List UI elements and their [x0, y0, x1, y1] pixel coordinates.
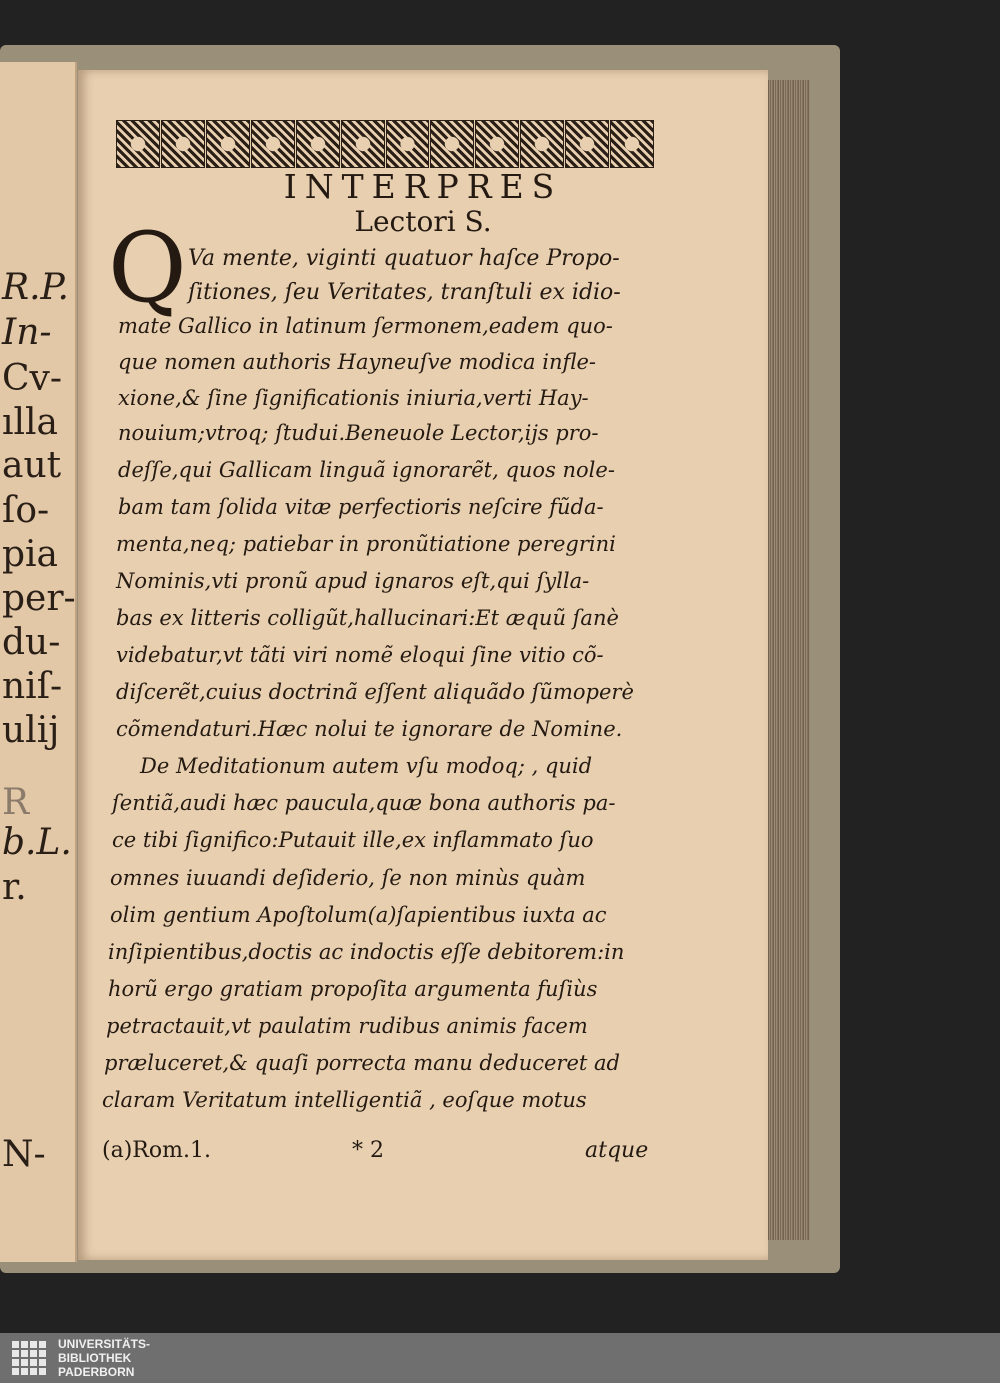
- text-line: nouium;vtroq; ſtudui.Beneuole Lector,ijs pro-: [118, 421, 599, 445]
- left-page: [0, 62, 77, 1262]
- text-line: De Meditationum autem vſu modoq; , quid: [140, 754, 593, 778]
- text-line: olim gentium Apoſtolum(a)ſapientibus iuxta ac: [110, 903, 607, 927]
- text-line: Nominis,vti pronũ apud ignaros eſt,qui ſylla-: [116, 569, 590, 593]
- left-page-line: niſ-: [2, 666, 63, 707]
- left-page-line: R.P.: [2, 267, 69, 308]
- text-line: cõmendaturi.Hæc nolui te ignorare de Nomine.: [116, 717, 623, 741]
- text-line: xione,& ſine ſignificationis iniuria,verti Hay-: [118, 386, 589, 410]
- text-line: deſſe,qui Gallicam linguã ignorarẽt, quos nole-: [118, 458, 615, 482]
- text-line: horũ ergo gratiam propoſita argumenta fuſiùs: [108, 977, 598, 1001]
- text-line: menta,neq; patiebar in pronũtiatione peregrini: [116, 532, 616, 556]
- text-line: mate Gallico in latinum ſermonem,eadem quo-: [118, 314, 613, 338]
- ornament-tile: [296, 120, 340, 168]
- library-name: [58, 1337, 150, 1379]
- library-name-line: BIBLIOTHEK: [58, 1351, 132, 1365]
- ornament-tile: [341, 120, 385, 168]
- library-footer-bar: [0, 1333, 1000, 1383]
- left-page-line: per-: [2, 578, 76, 619]
- left-page-line: ılla: [2, 402, 59, 443]
- ornamental-border: [116, 120, 654, 166]
- text-line: bas ex litteris colligũt,hallucinari:Et æquũ ſanè: [116, 606, 619, 630]
- left-page-line: ulij: [2, 710, 60, 751]
- text-line: omnes iuuandi deſiderio, ſe non minùs quàm: [110, 866, 586, 890]
- left-page-line: du-: [2, 622, 61, 663]
- text-line: diſcerẽt,cuius doctrinã eſſent aliquãdo ſũmoperè: [116, 680, 634, 704]
- ornament-tile: [251, 120, 295, 168]
- library-logo-icon: [12, 1341, 46, 1375]
- left-page-line: N-: [2, 1134, 46, 1175]
- text-line: claram Veritatum intelligentiã , eoſque motus: [102, 1088, 587, 1112]
- left-page-line: pia: [2, 534, 59, 575]
- page-title: INTERPRES: [283, 167, 563, 206]
- text-line: videbatur,vt tãti viri nomẽ eloqui ſine vitio cõ-: [116, 643, 604, 667]
- text-line: petractauit,vt paulatim rudibus animis facem: [106, 1014, 588, 1038]
- ornament-tile: [161, 120, 205, 168]
- signature-mark: * 2: [352, 1138, 384, 1163]
- text-line: ce tibi ſignifico:Putauit ille,ex inflammato ſuo: [112, 828, 594, 852]
- catchword: atque: [585, 1138, 649, 1163]
- ornament-tile: [565, 120, 609, 168]
- text-line: Va mente, viginti quatuor haſce Propo-: [188, 246, 620, 271]
- ornament-tile: [610, 120, 654, 168]
- ornament-tile: [520, 120, 564, 168]
- text-line: ſitiones, ſeu Veritates, tranſtuli ex idio-: [188, 280, 621, 305]
- left-page-line: In-: [2, 312, 52, 353]
- text-line: bam tam ſolida vitæ perfectioris neſcire fũda-: [118, 495, 604, 519]
- text-line: que nomen authoris Hayneuſve modica infle-: [118, 350, 596, 374]
- text-line: præluceret,& quaſi porrecta manu deduceret ad: [104, 1051, 620, 1075]
- library-name-line: UNIVERSITÄTS-: [58, 1337, 151, 1351]
- left-page-line: Cv-: [2, 358, 63, 399]
- left-page-line: ſo-: [2, 490, 50, 531]
- footnote-marker: (a)Rom.1.: [102, 1138, 211, 1163]
- ornament-tile: [386, 120, 430, 168]
- library-name-line: PADERBORN: [58, 1365, 135, 1379]
- page-block-edges: [765, 80, 810, 1240]
- text-line: inſipientibus,doctis ac indoctis eſſe debitorem:in: [108, 940, 625, 964]
- drop-capital: Q: [108, 212, 187, 324]
- ornament-tile: [116, 120, 160, 168]
- text-line: ſentiã,audi hæc paucula,quæ bona authoris pa-: [112, 791, 616, 815]
- left-page-line: aut: [2, 445, 62, 486]
- left-page-line: r.: [2, 867, 27, 908]
- left-page-line: b.L.: [2, 822, 72, 863]
- page-subtitle: Lectori S.: [354, 205, 492, 238]
- ornament-tile: [206, 120, 250, 168]
- ornament-tile: [430, 120, 474, 168]
- ornament-tile: [475, 120, 519, 168]
- left-page-line: R: [2, 782, 30, 823]
